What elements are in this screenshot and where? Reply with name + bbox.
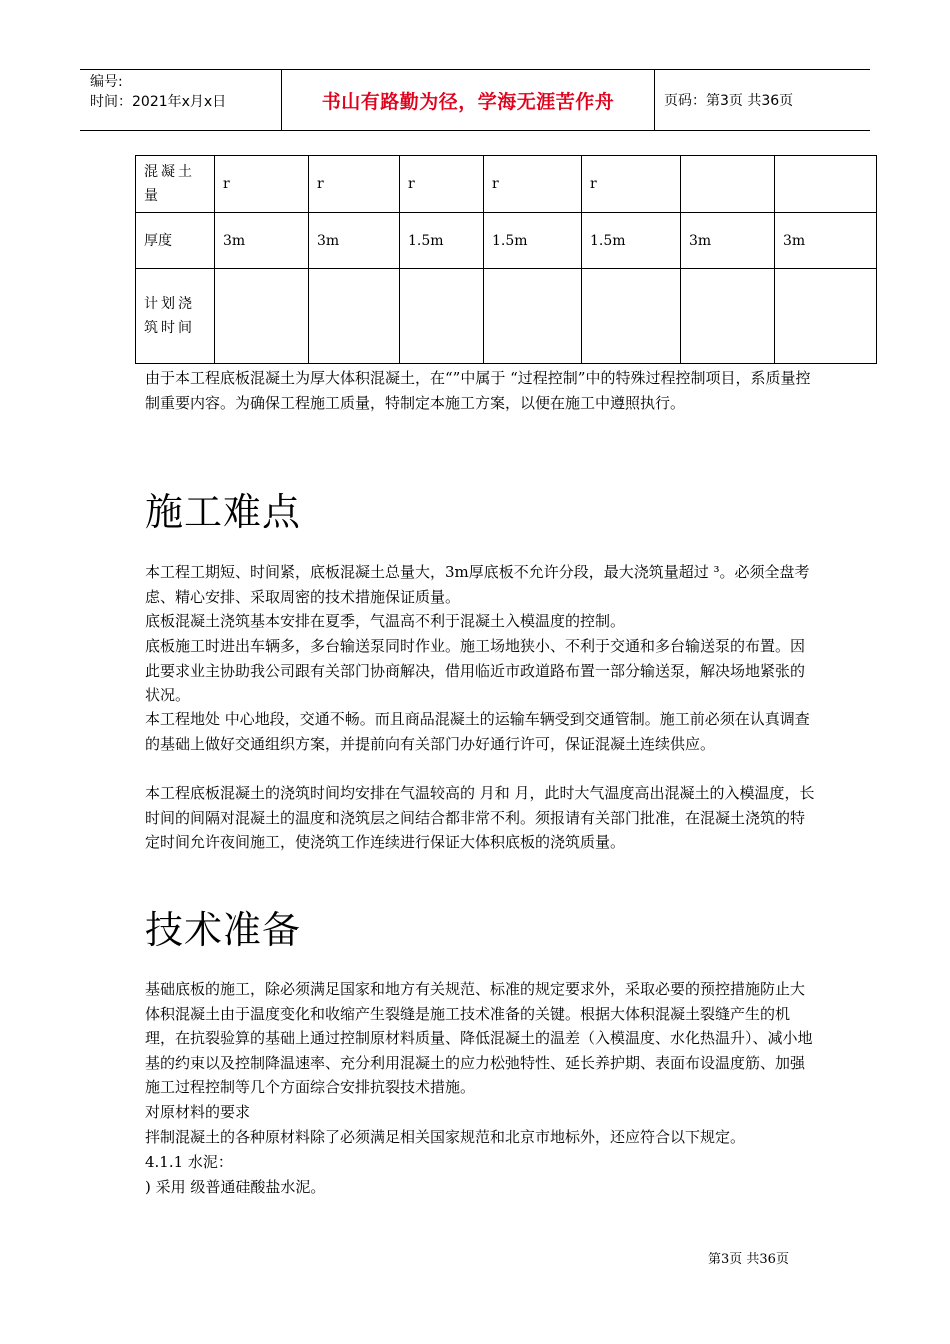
table-cell: [775, 269, 877, 364]
page-header: [80, 69, 870, 131]
row-label: 厚度: [136, 213, 215, 269]
table-cell: r: [309, 156, 400, 213]
table-cell: r: [582, 156, 681, 213]
paragraph: 本工程工期短、时间紧，底板混凝土总量大，3m厚底板不允许分段，最大浇筑量超过 ³。必须全盘考虑、精心安排、采取周密的技术措施保证质量。: [145, 563, 810, 606]
table-cell: r: [400, 156, 484, 213]
section-heading: 技术准备: [145, 908, 302, 952]
document-date: 时间：2021年x月x日: [90, 94, 227, 110]
table-cell: [484, 269, 582, 364]
paragraph: 4.1.1 水泥：: [145, 1153, 233, 1171]
paragraph: 拌制混凝土的各种原材料除了必须满足相关国家规范和北京市地标外，还应符合以下规定。: [145, 1128, 746, 1146]
table-row: [136, 156, 877, 213]
table-row: [136, 269, 877, 364]
paragraph: 底板施工时进出车辆多，多台输送泵同时作业。施工场地狭小、不利于交通和多台输送泵的布置。因此要求业主协助我公司跟有关部门协商解决，借用临近市政道路布置一部分输送泵，解决场地紧张的状况。: [145, 637, 806, 704]
table-cell: 1.5m: [400, 213, 484, 269]
paragraph: ) 采用 级普通硅酸盐水泥。: [145, 1178, 326, 1196]
paragraph: 本工程底板混凝土的浇筑时间均安排在气温较高的 月和 月，此时大气温度高出混凝土的入模温度，长时间的间隔对混凝土的温度和浇筑层之间结合都非常不利。须报请有关部门批准，在混凝土浇筑的特定时间允许夜间施工，使浇筑工作连续进行保证大体积底板的浇筑质量。: [145, 784, 815, 851]
table-cell: 3m: [775, 213, 877, 269]
document-number-label: 编号:: [90, 74, 123, 90]
table-cell: 3m: [309, 213, 400, 269]
row-label: 计划浇筑时间: [136, 269, 215, 364]
table-cell: r: [484, 156, 582, 213]
intro-paragraph: 由于本工程底板混凝土为厚大体积混凝土，在“”中属于 “过程控制”中的特殊过程控制项目，系质量控制重要内容。为确保工程施工质量，特制定本施工方案，以便在施工中遵照执行。: [145, 369, 811, 412]
paragraph: 对原材料的要求: [145, 1103, 251, 1121]
table-cell: [775, 156, 877, 213]
header-motto: 书山有路勤为径，学海无涯苦作舟: [321, 90, 615, 113]
table-cell: 1.5m: [582, 213, 681, 269]
row-label: 混凝土量: [136, 156, 215, 213]
table-cell: [215, 269, 309, 364]
pour-plan-table: [135, 155, 877, 364]
table-cell: [309, 269, 400, 364]
table-cell: [582, 269, 681, 364]
table-cell: [400, 269, 484, 364]
table-cell: r: [215, 156, 309, 213]
header-divider: [654, 70, 655, 130]
section-heading: 施工难点: [145, 490, 302, 534]
paragraph: 底板混凝土浇筑基本安排在夏季，气温高不利于混凝土入模温度的控制。: [145, 612, 626, 630]
table-cell: [681, 156, 775, 213]
header-meta: [90, 72, 226, 112]
paragraph: 基础底板的施工，除必须满足国家和地方有关规范、标准的规定要求外，采取必要的预控措施防止大体积混凝土由于温度变化和收缩产生裂缝是施工技术准备的关键。根据大体积混凝土裂缝产生的机理，在抗裂验算的基础上通过控制原材料质量、降低混凝土的温差（入模温度、水化热温升）、减小地基的约束以及控制降温速率、充分利用混凝土的应力松弛特性、延长养护期、表面布设温度筋、加强施工过程控制等几个方面综合安排抗裂技术措施。: [145, 980, 813, 1096]
table-row: [136, 213, 877, 269]
table-cell: [681, 269, 775, 364]
paragraph: 本工程地处 中心地段，交通不畅。而且商品混凝土的运输车辆受到交通管制。施工前必须在认真调查的基础上做好交通组织方案，并提前向有关部门办好通行许可，保证混凝土连续供应。: [145, 710, 810, 753]
header-page-info: 页码：第3页 共36页: [664, 93, 794, 109]
page-footer: 第3页 共36页: [708, 1252, 789, 1267]
table-cell: 1.5m: [484, 213, 582, 269]
table-cell: 3m: [681, 213, 775, 269]
table-cell: 3m: [215, 213, 309, 269]
